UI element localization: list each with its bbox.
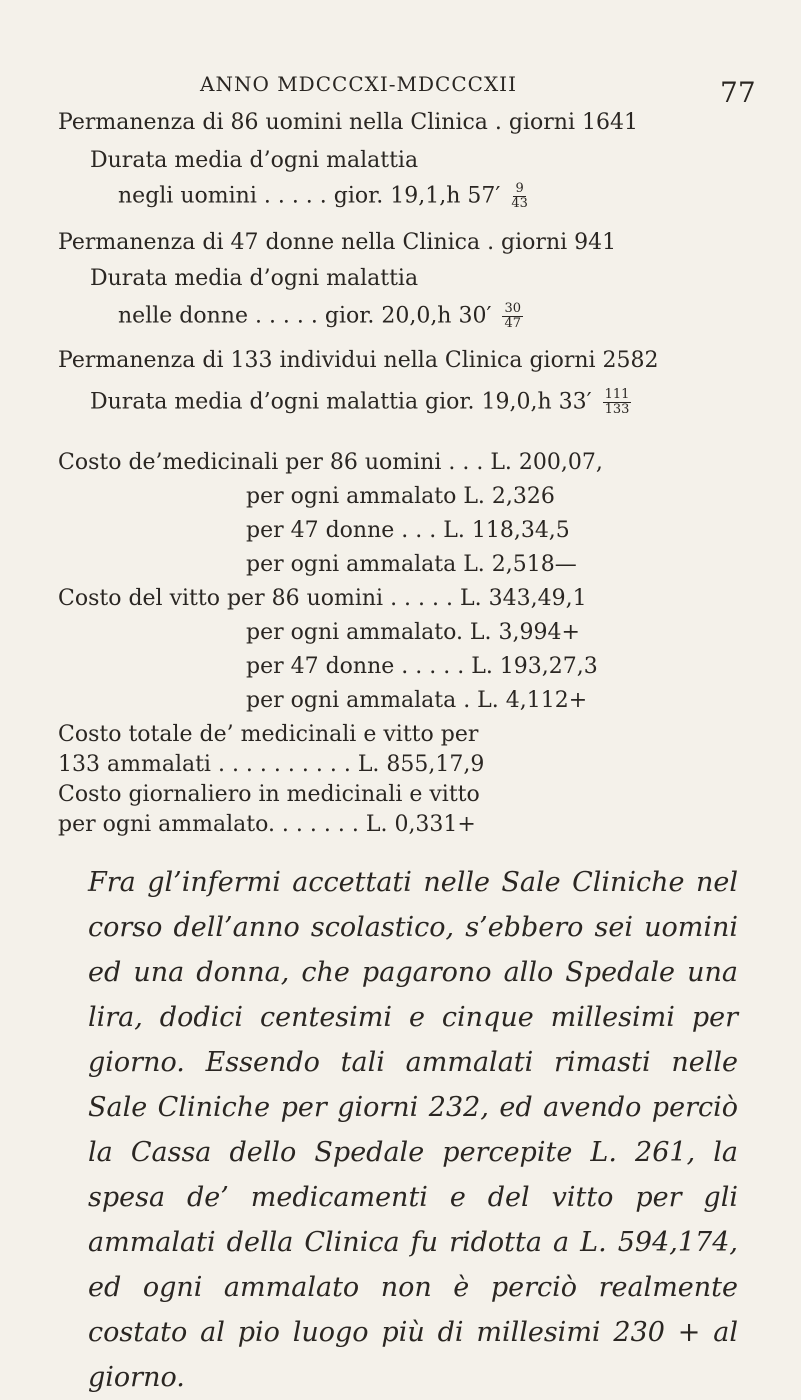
cost-line: Costo de’medicinali per 86 uomini . . . L. 200,07, xyxy=(58,450,603,475)
cost-line: 133 ammalati . . . . . . . . . . L. 855,17,9 xyxy=(58,752,485,777)
text-line: Permanenza di 133 individui nella Clinica giorni 2582 xyxy=(58,348,659,373)
text-segment: negli uomini . . . . . gior. 19,1,h 57′ xyxy=(118,183,501,209)
cost-line: per ogni ammalato. . . . . . . L. 0,331+ xyxy=(58,812,476,837)
cost-line: Costo giornaliero in medicinali e vitto xyxy=(58,782,480,807)
text-line: Durata media d’ogni malattia xyxy=(90,148,419,173)
fraction-denominator: 47 xyxy=(504,316,522,331)
cost-line: per ogni ammalata L. 2,518— xyxy=(246,552,577,577)
cost-line: per 47 donne . . . L. 118,34,5 xyxy=(246,518,570,543)
text-line: Permanenza di 47 donne nella Clinica . giorni 941 xyxy=(58,230,617,255)
text-segment: nelle donne . . . . . gior. 20,0,h 30′ xyxy=(118,303,492,329)
fraction xyxy=(511,182,528,211)
fraction-denominator: 43 xyxy=(511,196,528,211)
fraction xyxy=(603,388,632,417)
text-line xyxy=(118,302,523,331)
fraction-numerator: 9 xyxy=(515,181,524,196)
cost-line: Costo del vitto per 86 uomini . . . . . L. 343,49,1 xyxy=(58,586,587,611)
fraction-numerator: 30 xyxy=(504,301,522,316)
text-line: Durata media d’ogni malattia xyxy=(90,266,419,291)
text-segment: Durata media d’ogni malattia gior. 19,0,h 33′ xyxy=(90,389,592,415)
fraction xyxy=(502,302,523,331)
text-line xyxy=(118,182,528,211)
cost-line: per ogni ammalato L. 2,326 xyxy=(246,484,555,509)
text-line: Permanenza di 86 uomini nella Clinica . giorni 1641 xyxy=(58,110,638,135)
page-number: 77 xyxy=(720,76,756,109)
text-line xyxy=(90,388,631,417)
fraction-numerator: 111 xyxy=(604,387,630,402)
cost-line: per ogni ammalato. L. 3,994+ xyxy=(246,620,580,645)
running-title: ANNO MDCCCXI-MDCCCXII xyxy=(200,72,517,96)
cost-line: per ogni ammalata . L. 4,112+ xyxy=(246,688,588,713)
fraction-denominator: 133 xyxy=(604,402,630,417)
cost-line: per 47 donne . . . . . L. 193,27,3 xyxy=(246,654,598,679)
cost-line: Costo totale de’ medicinali e vitto per xyxy=(58,722,479,747)
italic-paragraph: Fra gl’infermi accettati nelle Sale Cliniche nel corso dell’anno scolastico, s’ebbero sei uomini ed una donna, che pagarono allo Spedale una lira, dodici centesimi e cinque millesimi per giorno. Essendo tali ammalati rimasti nelle Sale Cliniche per giorni 232, ed avendo perciò la Cassa dello Spedale percepite L. 261, la spesa de’ medicamenti e del vitto per gli ammalati della Clinica fu ridotta a L. 594,174, ed ogni ammalato non è perciò realmente costato al pio luogo più di millesimi 230 + al giorno. xyxy=(88,867,738,1393)
